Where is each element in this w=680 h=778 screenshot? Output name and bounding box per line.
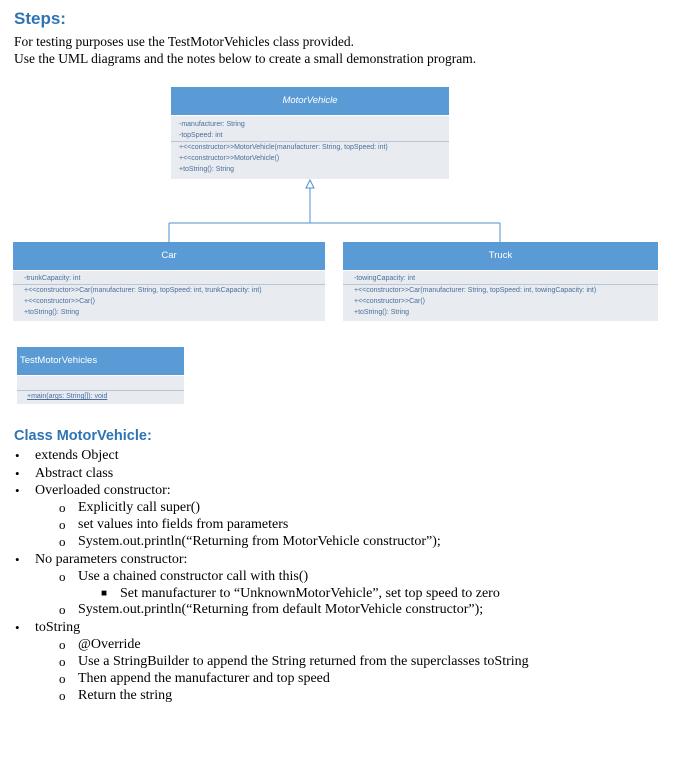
circle-bullet-icon: o	[59, 602, 66, 617]
list-item: Set manufacturer to “UnknownMotorVehicle”, set top speed to zero	[120, 586, 500, 601]
method: +<<constructor>>MotorVehicle(manufacturer: String, topSpeed: int)	[179, 144, 388, 151]
method: +<<constructor>>Car(manufacturer: String, topSpeed: int, towingCapacity: int)	[354, 287, 597, 294]
list-item: @Override	[78, 637, 141, 652]
method: +<<constructor>>Car(manufacturer: String, topSpeed: int, trunkCapacity: int)	[24, 287, 262, 294]
circle-bullet-icon: o	[59, 534, 66, 549]
list-item: Then append the manufacturer and top speed	[78, 671, 330, 686]
circle-bullet-icon: o	[59, 500, 66, 515]
list-item: Return the string	[78, 688, 173, 703]
intro-line-2: Use the UML diagrams and the notes below to create a small demonstration program.	[14, 51, 477, 66]
method: +main(args: String[]): void	[27, 393, 108, 400]
circle-bullet-icon: o	[59, 569, 66, 584]
list-item: No parameters constructor:	[35, 552, 188, 567]
bullet-icon: •	[15, 552, 20, 567]
circle-bullet-icon: o	[59, 671, 66, 686]
steps-heading: Steps:	[14, 9, 66, 28]
inheritance-connector	[0, 0, 680, 260]
list-item: extends Object	[35, 448, 119, 463]
class-heading: Class MotorVehicle:	[14, 428, 152, 444]
method: +<<constructor>>Car()	[354, 298, 426, 305]
list-item: Use a chained constructor call with this()	[78, 569, 309, 584]
list-item: System.out.println(“Returning from MotorVehicle constructor”);	[78, 534, 441, 549]
method: +toString(): String	[179, 166, 235, 173]
circle-bullet-icon: o	[59, 688, 66, 703]
circle-bullet-icon: o	[59, 654, 66, 669]
uml-class-car	[13, 242, 325, 321]
list-item: Overloaded constructor:	[35, 483, 171, 498]
method: +toString(): String	[354, 309, 410, 316]
inheritance-arrow-icon	[306, 180, 314, 188]
intro-line-1: For testing purposes use the TestMotorVehicles class provided.	[14, 34, 355, 49]
method: +<<constructor>>Car()	[24, 298, 96, 305]
circle-bullet-icon: o	[59, 637, 66, 652]
attribute: -towingCapacity: int	[354, 275, 416, 282]
list-item: Abstract class	[35, 466, 114, 481]
attribute: -trunkCapacity: int	[24, 275, 81, 282]
method: +toString(): String	[24, 309, 80, 316]
circle-bullet-icon: o	[59, 517, 66, 532]
attribute: -topSpeed: int	[179, 132, 223, 139]
list-item: Use a StringBuilder to append the String returned from the superclasses toString	[78, 654, 529, 669]
method: +<<constructor>>MotorVehicle()	[179, 155, 280, 162]
class-name: TestMotorVehicles	[17, 347, 184, 376]
list-item: toString	[35, 620, 81, 635]
class-name: Car	[13, 242, 325, 271]
square-bullet-icon: ■	[101, 588, 108, 599]
attribute: -manufacturer: String	[179, 121, 245, 128]
list-item: set values into fields from parameters	[78, 517, 289, 532]
bullet-icon: •	[15, 620, 20, 635]
list-item: Explicitly call super()	[78, 500, 201, 515]
bullet-icon: •	[15, 466, 20, 481]
bullet-icon: •	[15, 483, 20, 498]
bullet-icon: •	[15, 448, 20, 463]
uml-class-truck	[343, 242, 658, 321]
class-name: Truck	[343, 242, 658, 271]
uml-class-testmotorvehicles	[17, 347, 184, 404]
list-item: System.out.println(“Returning from default MotorVehicle constructor”);	[78, 602, 484, 617]
class-name: MotorVehicle	[171, 87, 449, 116]
